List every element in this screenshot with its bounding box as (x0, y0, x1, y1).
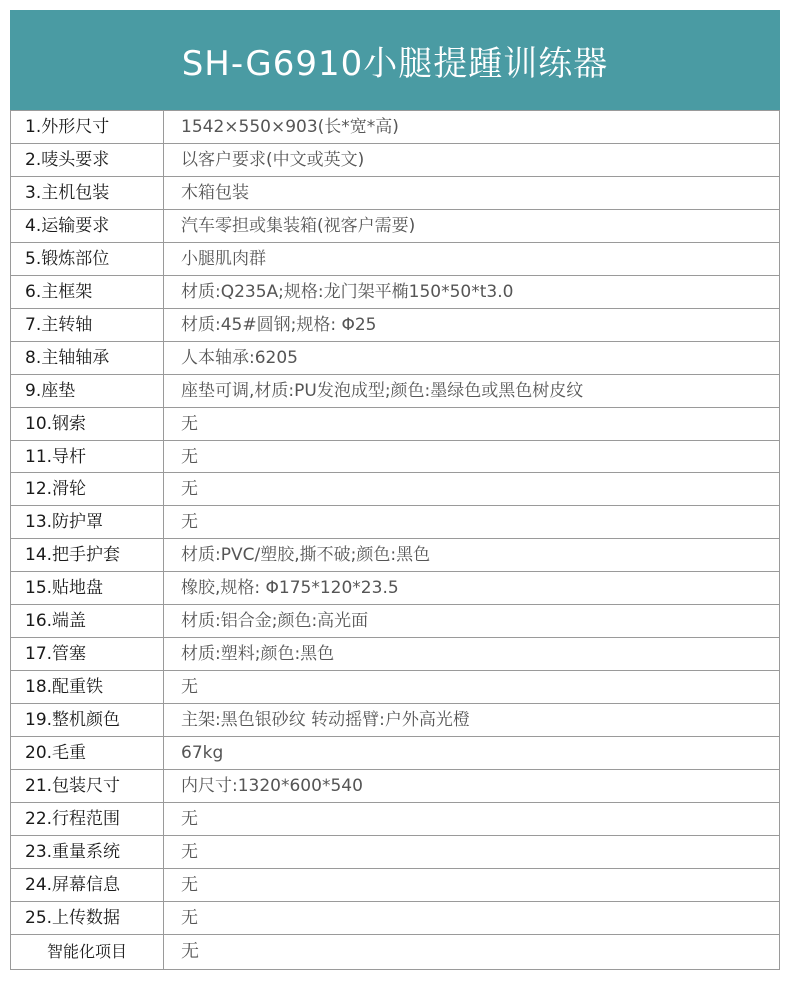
row-value: 材质:Q235A;规格:龙门架平椭150*50*t3.0 (164, 275, 780, 308)
row-label: 22.行程范围 (11, 803, 164, 836)
spec-table (10, 110, 780, 970)
row-label: 20.毛重 (11, 737, 164, 770)
table-row (11, 308, 780, 341)
table-row (11, 868, 780, 901)
table-row (11, 770, 780, 803)
row-value: 无 (164, 868, 780, 901)
row-label: 10.钢索 (11, 407, 164, 440)
row-label: 4.运输要求 (11, 209, 164, 242)
table-row (11, 275, 780, 308)
row-value: 内尺寸:1320*600*540 (164, 770, 780, 803)
row-value: 材质:铝合金;颜色:高光面 (164, 605, 780, 638)
spec-table-body (11, 111, 780, 970)
row-label: 13.防护罩 (11, 506, 164, 539)
table-row (11, 209, 780, 242)
row-label: 3.主机包装 (11, 176, 164, 209)
row-value: 主架:黑色银砂纹 转动摇臂:户外高光橙 (164, 704, 780, 737)
row-value: 人本轴承:6205 (164, 341, 780, 374)
row-value: 无 (164, 901, 780, 934)
table-row (11, 176, 780, 209)
table-row (11, 605, 780, 638)
row-label: 11.导杆 (11, 440, 164, 473)
row-value: 无 (164, 473, 780, 506)
row-value: 材质:PVC/塑胶,撕不破;颜色:黑色 (164, 539, 780, 572)
table-row (11, 704, 780, 737)
row-value: 无 (164, 407, 780, 440)
table-row (11, 242, 780, 275)
row-value: 无 (164, 934, 780, 969)
row-value: 无 (164, 671, 780, 704)
row-label: 5.锻炼部位 (11, 242, 164, 275)
row-value: 小腿肌肉群 (164, 242, 780, 275)
table-row (11, 737, 780, 770)
row-label: 24.屏幕信息 (11, 868, 164, 901)
row-label: 21.包装尺寸 (11, 770, 164, 803)
row-label: 15.贴地盘 (11, 572, 164, 605)
row-value: 座垫可调,材质:PU发泡成型;颜色:墨绿色或黑色树皮纹 (164, 374, 780, 407)
table-row (11, 473, 780, 506)
row-value: 材质:塑料;颜色:黑色 (164, 638, 780, 671)
table-row (11, 440, 780, 473)
row-value: 材质:45#圆钢;规格: Φ25 (164, 308, 780, 341)
row-value: 汽车零担或集装箱(视客户需要) (164, 209, 780, 242)
row-label: 智能化项目 (11, 934, 164, 969)
table-row (11, 143, 780, 176)
title-banner (10, 10, 780, 110)
row-value: 无 (164, 803, 780, 836)
table-row (11, 638, 780, 671)
row-label: 12.滑轮 (11, 473, 164, 506)
row-label: 25.上传数据 (11, 901, 164, 934)
row-label: 8.主轴轴承 (11, 341, 164, 374)
row-value: 无 (164, 506, 780, 539)
row-label: 7.主转轴 (11, 308, 164, 341)
row-value: 无 (164, 835, 780, 868)
table-row (11, 374, 780, 407)
table-row (11, 671, 780, 704)
row-value: 木箱包装 (164, 176, 780, 209)
page-title: SH-G6910小腿提踵训练器 (181, 43, 609, 84)
row-label: 19.整机颜色 (11, 704, 164, 737)
table-row (11, 341, 780, 374)
table-row (11, 803, 780, 836)
row-label: 17.管塞 (11, 638, 164, 671)
table-row (11, 934, 780, 969)
row-value: 以客户要求(中文或英文) (164, 143, 780, 176)
table-row (11, 901, 780, 934)
row-label: 18.配重铁 (11, 671, 164, 704)
row-label: 23.重量系统 (11, 835, 164, 868)
row-label: 16.端盖 (11, 605, 164, 638)
table-row (11, 506, 780, 539)
row-value: 无 (164, 440, 780, 473)
row-label: 1.外形尺寸 (11, 111, 164, 144)
row-label: 9.座垫 (11, 374, 164, 407)
table-row (11, 111, 780, 144)
row-value: 1542×550×903(长*宽*高) (164, 111, 780, 144)
table-row (11, 572, 780, 605)
row-value: 67kg (164, 737, 780, 770)
row-label: 14.把手护套 (11, 539, 164, 572)
spec-sheet (10, 10, 780, 970)
row-value: 橡胶,规格: Φ175*120*23.5 (164, 572, 780, 605)
row-label: 6.主框架 (11, 275, 164, 308)
table-row (11, 539, 780, 572)
row-label: 2.唛头要求 (11, 143, 164, 176)
table-row (11, 407, 780, 440)
table-row (11, 835, 780, 868)
